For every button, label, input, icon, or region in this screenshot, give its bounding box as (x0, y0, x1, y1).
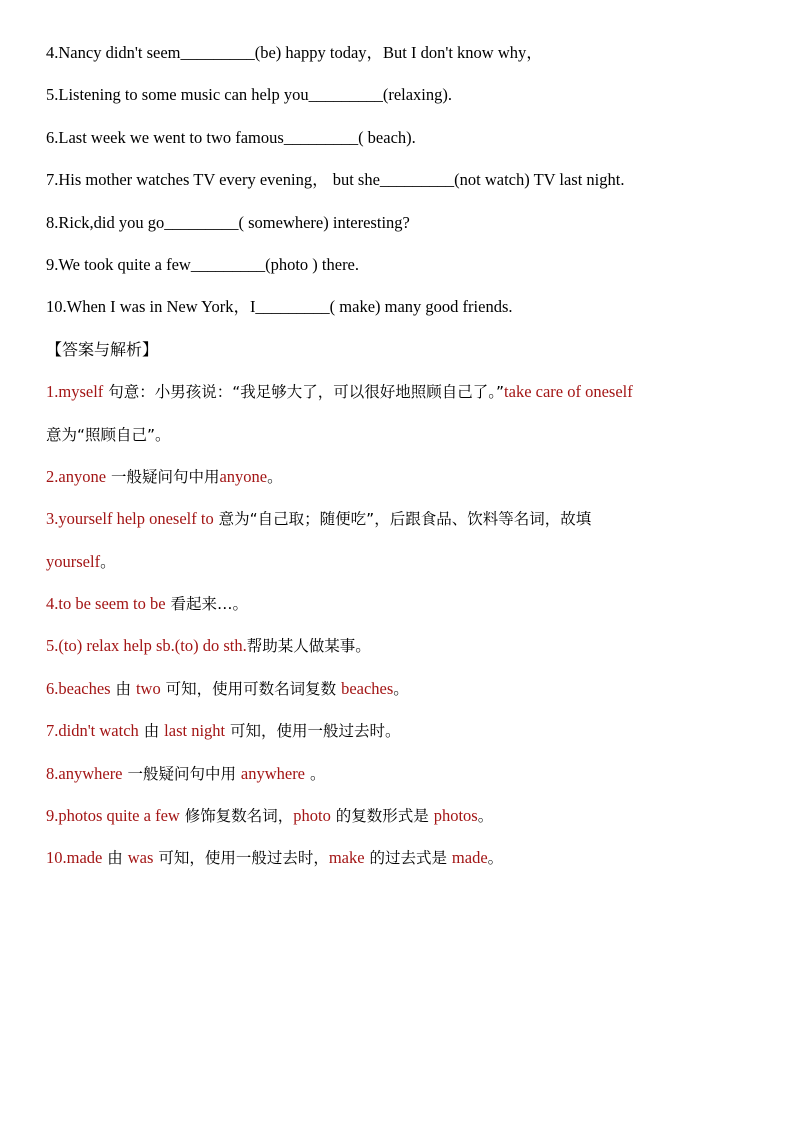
answer-explanation: 可知，使用一般过去时。 (225, 722, 401, 741)
answer-key: 2.anyone (46, 466, 107, 486)
answer-key: 5.(to) relax help sb.(to) do sth. (46, 636, 247, 656)
answer-term: beaches (341, 678, 394, 698)
answer-term: made (451, 848, 488, 868)
answer-item (46, 594, 756, 636)
question-list (46, 43, 756, 340)
answer-explanation: 由 (110, 679, 136, 698)
question-item: 6.Last week we went to two famous_________( beach). (46, 127, 416, 147)
answer-explanation: 一般疑问句中用 (106, 467, 220, 486)
question-item: 4.Nancy didn't seem_________(be) happy today，But I don't know why， (46, 43, 543, 62)
answer-item (46, 848, 756, 890)
question-item: 10.When I was in New York，I_________( make) many good friends. (46, 297, 513, 317)
worksheet-page (46, 43, 756, 891)
answer-item (46, 467, 756, 509)
answer-key: 9.photos quite a few (46, 806, 180, 826)
answer-explanation: 可知，使用一般过去时， (153, 849, 329, 868)
answer-item (46, 806, 756, 848)
answer-term: photos (433, 806, 478, 826)
answer-explanation: 可知，使用可数名词复数 (160, 679, 342, 698)
answer-key: 8.anywhere (46, 763, 123, 783)
answer-item (46, 382, 756, 467)
answer-term: take care of oneself (504, 382, 633, 402)
answers-heading (46, 340, 756, 382)
answer-continuation (46, 552, 756, 594)
answer-explanation: 句意：小男孩说：“我足够大了，可以很好地照顾自己了。” (103, 383, 505, 402)
answer-term: anyone (219, 466, 268, 486)
answer-term: last night (164, 721, 226, 741)
question-item: 9.We took quite a few_________(photo ) there. (46, 254, 360, 274)
answer-explanation: 。 (267, 467, 283, 486)
answer-term: photo (293, 806, 331, 826)
answer-explanation: 帮助某人做某事。 (246, 637, 371, 656)
answer-continuation (46, 425, 756, 467)
answer-key: 10.made (46, 848, 103, 868)
answer-item (46, 679, 756, 721)
answer-explanation: 看起来…。 (165, 595, 249, 614)
answer-term: make (328, 848, 365, 868)
answer-key: 6.beaches (46, 678, 111, 698)
answer-explanation: 由 (138, 722, 165, 741)
question-item: 8.Rick,did you go_________( somewhere) interesting? (46, 212, 410, 232)
answer-term: was (127, 848, 154, 868)
answer-explanation: 由 (102, 849, 128, 868)
question-item: 7.His mother watches TV every evening， but she_________(not watch) TV last night. (46, 170, 625, 190)
answer-item (46, 764, 756, 806)
answer-term: anywhere (240, 763, 306, 783)
answer-explanation: 。 (487, 849, 504, 868)
answer-term: yourself (46, 551, 101, 571)
answer-explanation: 。 (100, 552, 116, 571)
answer-item (46, 721, 756, 763)
answer-explanation: 。 (305, 764, 326, 783)
answer-explanation: 的过去式是 (364, 849, 452, 868)
answers-heading-text: 【答案与解析】 (46, 339, 159, 359)
answer-explanation: 意为“自己取；随便吃”，后跟食品、饮料等名词，故填 (213, 510, 592, 529)
answer-explanation: 的复数形式是 (330, 807, 434, 826)
answer-explanation: 意为“照顾自己”。 (46, 425, 171, 444)
answer-term: two (135, 678, 161, 698)
question-item: 5.Listening to some music can help you_________(relaxing). (46, 85, 453, 105)
answer-key: 1.myself (46, 382, 104, 402)
answer-explanation: 修饰复数名词， (179, 807, 294, 826)
answer-key: 4.to be seem to be (46, 594, 166, 614)
answer-list (46, 382, 756, 891)
answer-term: help oneself to (112, 509, 214, 529)
answer-explanation: 。 (477, 807, 494, 826)
answer-key: 7.didn't watch (46, 721, 139, 741)
answer-key: 3.yourself (46, 509, 113, 529)
answer-explanation: 。 (393, 679, 409, 698)
answer-explanation: 一般疑问句中用 (122, 764, 241, 783)
answer-item (46, 636, 756, 678)
answer-item (46, 509, 756, 594)
